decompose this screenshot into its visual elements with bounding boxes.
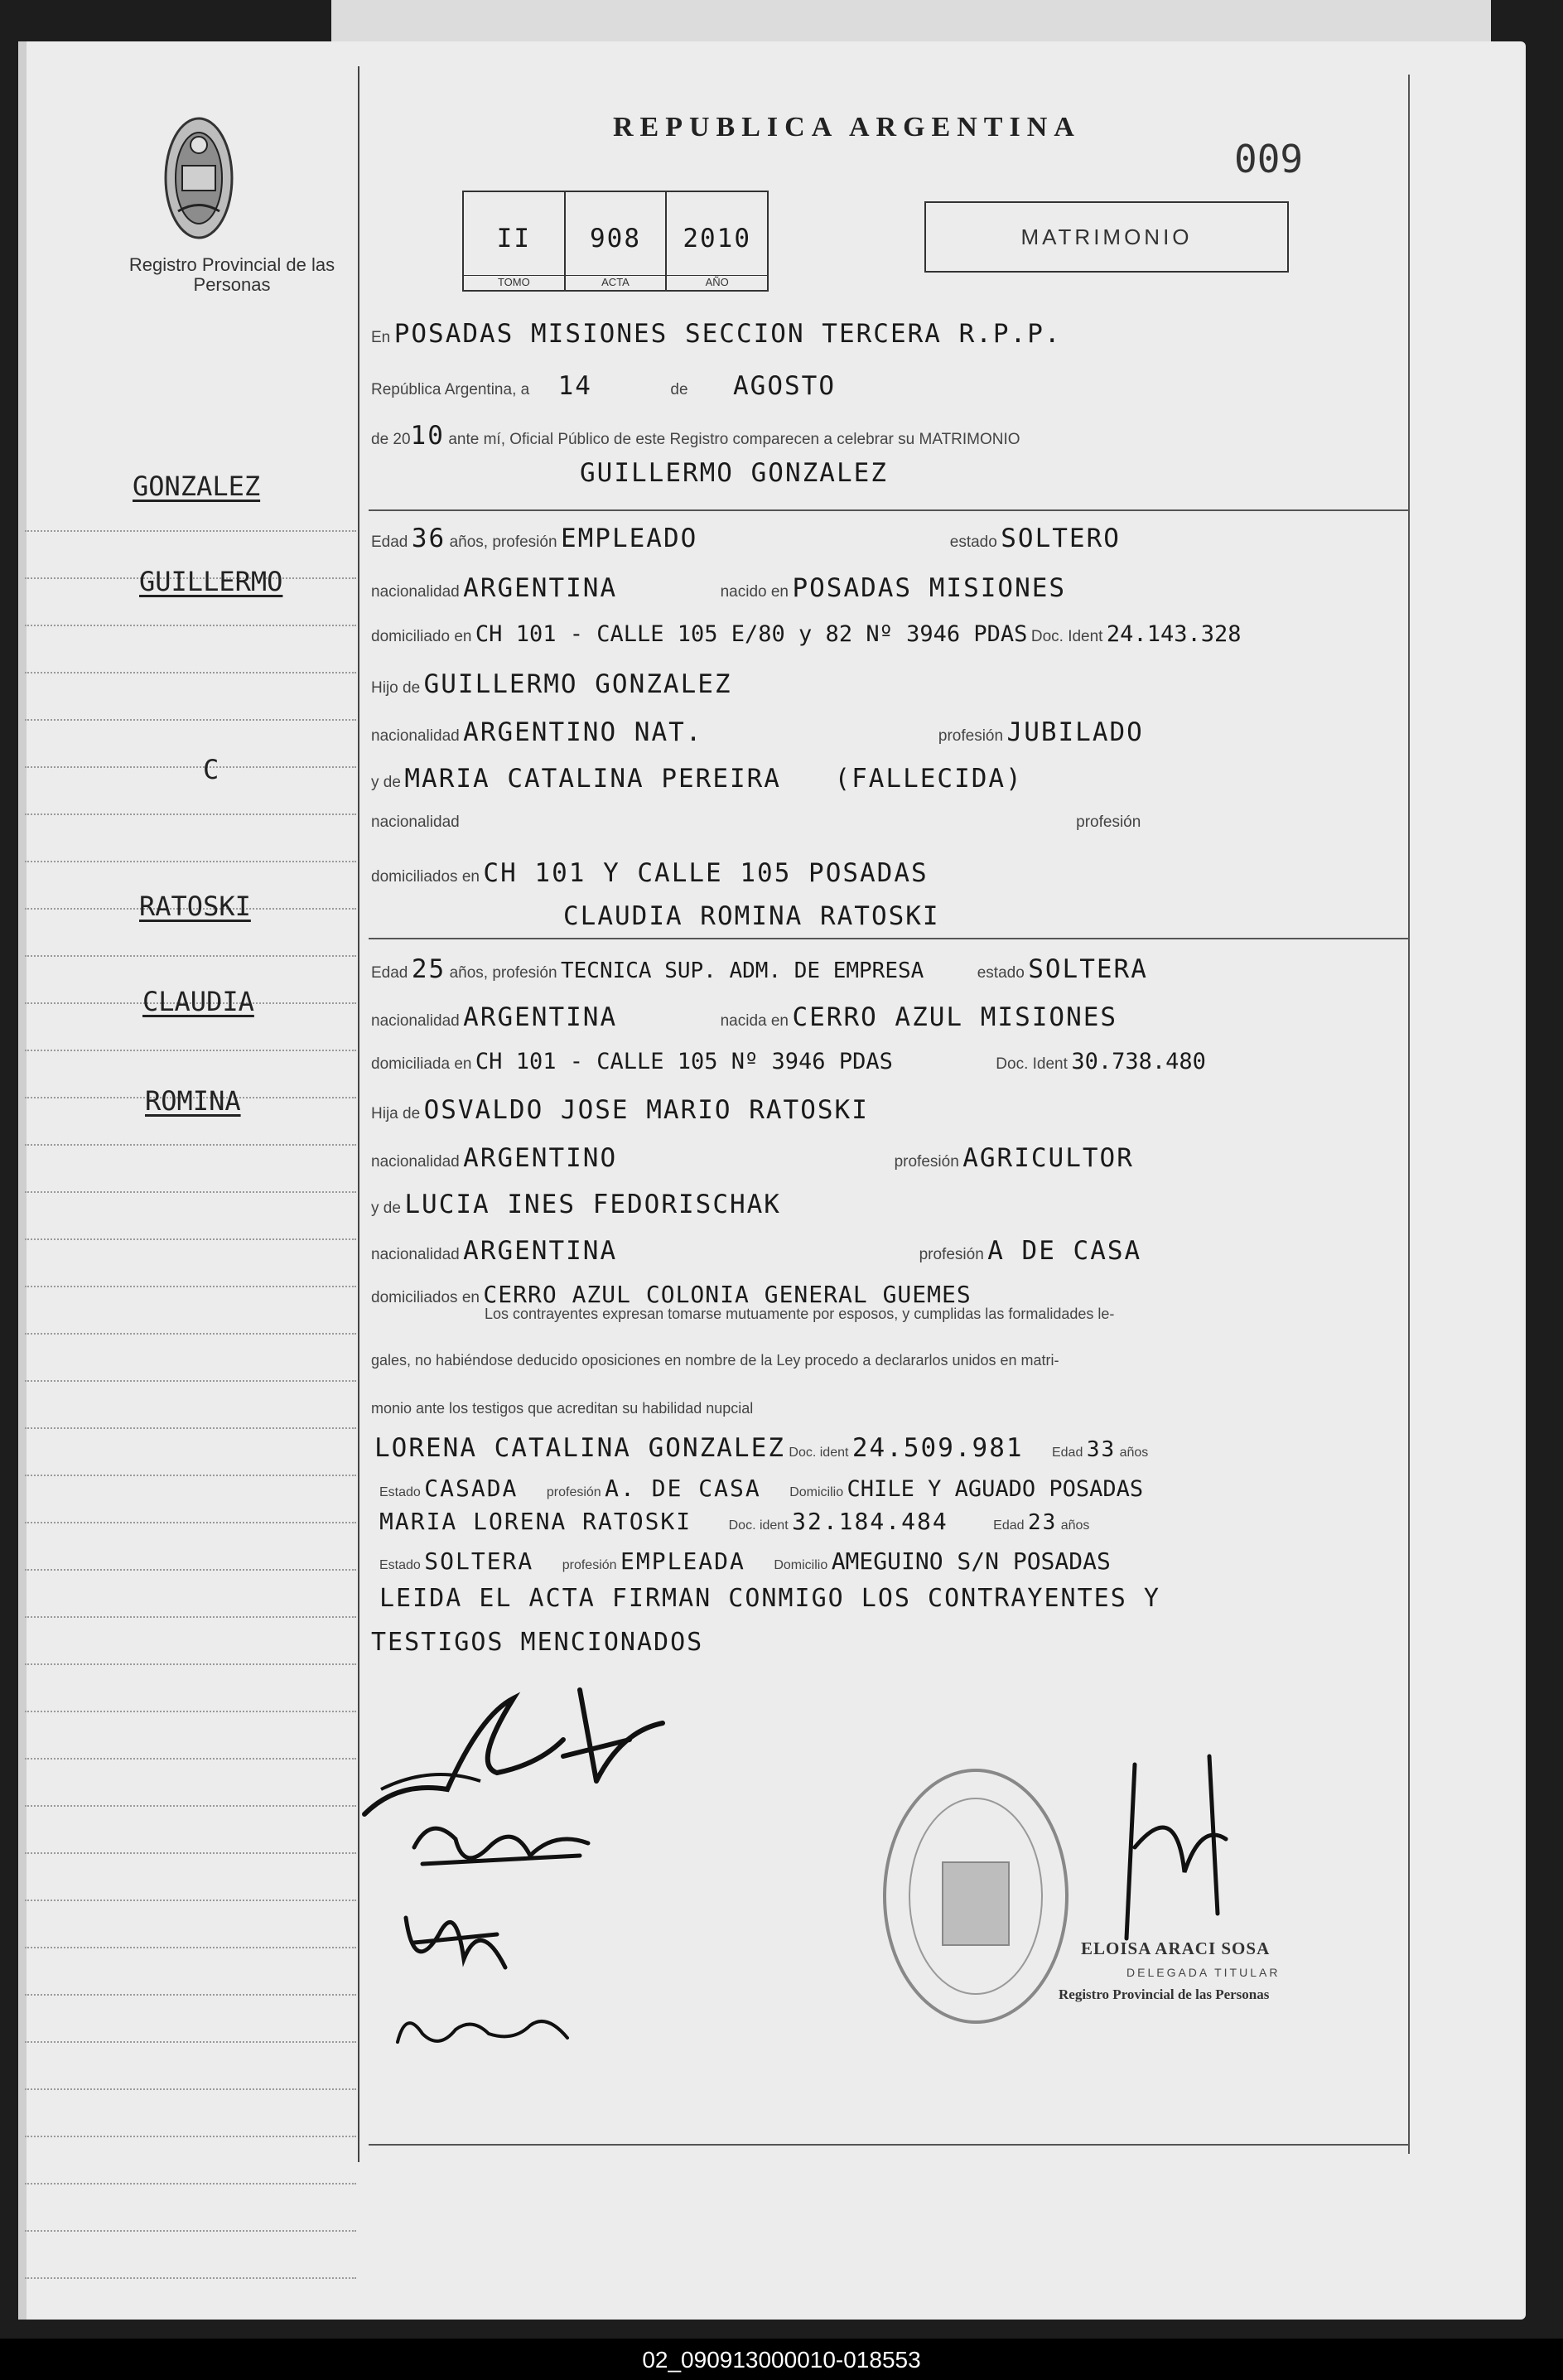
intro-line-place [371,319,1062,349]
file-caption: 02_090913000010-018553 [642,2347,921,2373]
margin-ruled-line [25,2183,356,2184]
groom-doms-label: domiciliados en [371,868,480,886]
anio-cell [667,192,767,290]
witness-1-name: LORENA CATALINA GONZALEZ [374,1433,785,1463]
margin-ruled-line [25,625,356,626]
groom-dom-label: domiciliado en [371,628,472,645]
witness-2-details-line [379,1547,1111,1575]
bride-dom-label: domiciliada en [371,1055,472,1073]
margin-ruled-line [25,1994,356,1996]
bride-father-nationality: ARGENTINO [463,1143,618,1173]
witness-2-dom-label: Domicilio [774,1558,828,1572]
groom-civil-status: SOLTERO [1001,524,1121,553]
bride-signature [398,1798,605,1889]
bride-profession: TECNICA SUP. ADM. DE EMPRESA [560,958,924,983]
groom-nat-label: nacionalidad [371,583,460,601]
tomo-value: II [496,224,531,253]
bride-nat-label: nacionalidad [371,1012,460,1030]
margin-ruled-line [25,530,356,532]
groom-nationality-line [371,573,1066,603]
witness-2-status-label: Estado [379,1558,421,1572]
bride-doc: 30.738.480 [1071,1049,1206,1074]
intro-line-date [371,371,836,401]
margin-ruled-line [25,1238,356,1240]
bride-father-nat-label: nacionalidad [371,1153,460,1171]
witness-2-doc-label: Doc. ident [728,1518,789,1533]
groom-mother-note: (FALLECIDA) [834,764,1023,794]
groom-nationality: ARGENTINA [463,573,618,603]
year-post-text: ante mí, Oficial Público de este Registro comparecen a celebrar su MATRIMONIO [448,431,1020,448]
margin-given-name-2a: CLAUDIA [142,986,254,1017]
officer-role: DELEGADA TITULAR [1126,1966,1281,1979]
page-number: 009 [1234,137,1304,181]
witness-2-status: SOLTERA [424,1547,534,1575]
margin-ruled-line [25,1852,356,1854]
bride-status-label: estado [977,964,1025,982]
closing-line-1: LEIDA EL ACTA FIRMAN CONMIGO LOS CONTRAYENTES Y [379,1584,1160,1613]
margin-ruled-line [25,1286,356,1287]
witness-2-age-label: Edad [993,1518,1025,1533]
margin-ruled-line [25,1333,356,1335]
groom-father-nat-label: nacionalidad [371,727,460,745]
provincial-crest [162,112,236,244]
bride-mother-line [371,1190,781,1219]
groom-address-line [371,621,1241,647]
margin-ruled-line [25,1427,356,1429]
groom-parents-address: CH 101 Y CALLE 105 POSADAS [483,858,929,888]
bride-father-line [371,1095,869,1125]
officer-registry: Registro Provincial de las Personas [1059,1987,1270,2002]
bride-father-nat-line [371,1143,1134,1173]
year-suffix: 10 [410,421,445,451]
margin-ruled-line [25,1569,356,1571]
groom-address: CH 101 - CALLE 105 E/80 y 82 Nº 3946 PDAS [475,621,1028,647]
margin-surname-1: GONZALEZ [133,471,261,502]
groom-status-label: estado [949,533,997,551]
witness-1-age: 33 [1086,1437,1117,1462]
witness-2-age: 23 [1027,1510,1058,1535]
margin-ruled-line [25,2230,356,2232]
republic-label: República Argentina, a [371,381,530,398]
margin-ruled-line [25,813,356,815]
acta-label: ACTA [566,275,666,288]
groom-mother-nat-line [371,813,1141,832]
bride-mother: LUCIA INES FEDORISCHAK [404,1190,781,1219]
statement-line-2: gales, no habiéndose deducido oposiciones en nombre de la Ley procedo a declararlos unidos en matri- [371,1352,1059,1369]
groom-father-line [371,669,732,699]
groom-hijo-label: Hijo de [371,679,421,697]
witness-2-prof-label: profesión [562,1558,617,1572]
witness-1-prof-label: profesión [546,1485,601,1499]
groom-doc-label: Doc. Ident [1030,628,1103,645]
groom-mother-nat-label: nacionalidad [371,813,460,831]
tomo-label: TOMO [464,275,564,288]
bride-born-label: nacida en [720,1012,789,1030]
bride-age: 25 [411,954,446,984]
margin-ruled-line [25,2088,356,2090]
groom-birthplace: POSADAS MISIONES [792,573,1067,603]
page-binding-edge [18,41,27,2320]
witness-1-details-line [379,1475,1143,1502]
bride-mother-nat-line [371,1236,1141,1266]
witness-1-doc-label: Doc. ident [789,1446,849,1460]
groom-name-header: GUILLERMO GONZALEZ [580,458,888,488]
margin-ruled-line [25,1900,356,1901]
margin-ruled-line [25,1947,356,1948]
witness-2-anos-label: años [1060,1518,1090,1533]
margin-ruled-line [25,1475,356,1476]
bride-father-profession: AGRICULTOR [962,1143,1134,1173]
margin-ruled-line [25,766,356,768]
intro-line-year [371,421,1020,451]
bride-father-prof-label: profesión [894,1153,959,1171]
bride-nationality: ARGENTINA [463,1002,618,1032]
bride-mother-profession: A DE CASA [987,1236,1142,1266]
anio-value: 2010 [683,224,751,253]
officer-name: ELOISA ARACI SOSA [1081,1938,1271,1958]
groom-profession: EMPLEADO [560,524,698,553]
margin-ruled-line [25,1663,356,1665]
official-stamp-seal [880,1763,1072,2030]
witness-1-status: CASADA [424,1475,519,1502]
de-label: de [670,381,688,398]
witness-1-dom-label: Domicilio [789,1485,844,1499]
margin-ruled-line [25,1522,356,1523]
bride-mother-prof-label: profesión [919,1246,984,1263]
bride-address: CH 101 - CALLE 105 Nº 3946 PDAS [475,1049,893,1074]
bride-nationality-line [371,1002,1117,1032]
margin-given-name-2b: ROMINA [145,1085,241,1117]
margin-connector: C [203,754,219,785]
anio-label: AÑO [667,275,767,288]
witness-1-name-line [374,1433,1148,1463]
bride-mother-nationality: ARGENTINA [463,1236,618,1266]
country-title: REPUBLICA ARGENTINA [613,112,1081,142]
groom-father-prof-label: profesión [938,727,1004,745]
margin-ruled-line [25,1616,356,1618]
margin-ruled-line [25,2041,356,2043]
statement-line-3: monio ante los testigos que acreditan su habilidad nupcial [371,1400,754,1417]
witness-2-address: AMEGUINO S/N POSADAS [831,1547,1111,1575]
groom-father: GUILLERMO GONZALEZ [423,669,732,699]
registry-name: Registro Provincial de las Personas [128,254,335,295]
margin-ruled-line [25,1050,356,1051]
closing-line-2: TESTIGOS MENCIONADOS [371,1628,704,1657]
form-right-border [1408,75,1410,2154]
act-type-box: MATRIMONIO [924,201,1289,273]
margin-ruled-line [25,1758,356,1760]
margin-ruled-line [25,861,356,862]
witness-1-address: CHILE Y AGUADO POSADAS [847,1476,1144,1502]
witness-2-profession: EMPLEADA [620,1547,745,1575]
witness-2-name-line [379,1508,1089,1535]
registration-month: AGOSTO [733,371,836,401]
section-separator-groom [369,509,1408,511]
tomo-cell [464,192,566,290]
margin-ruled-line [25,672,356,673]
bride-parents-address-line [371,1281,972,1308]
bride-address-line [371,1049,1206,1074]
bride-birthplace: CERRO AZUL MISIONES [792,1002,1118,1032]
registration-place: POSADAS MISIONES SECCION TERCERA R.P.P. [393,319,1062,349]
en-label: En [371,329,391,346]
witness-2-name: MARIA LORENA RATOSKI [379,1508,692,1535]
witness-2-doc: 32.184.484 [792,1508,948,1535]
witness-1-signature [389,1885,514,1992]
bride-prof-label: años, profesión [449,964,557,982]
margin-ruled-line [25,1380,356,1382]
bride-yde-label: y de [371,1200,401,1217]
acta-cell [566,192,668,290]
groom-father-nationality: ARGENTINO NAT. [463,717,703,747]
bride-hija-label: Hija de [371,1105,421,1122]
bride-father: OSVALDO JOSE MARIO RATOSKI [423,1095,869,1125]
groom-doc: 24.143.328 [1106,621,1242,647]
margin-ruled-line [25,955,356,957]
witness-1-age-label: Edad [1051,1446,1083,1460]
statement-line-1: Los contrayentes expresan tomarse mutuamente por esposos, y cumplidas las formalidades le- [485,1306,1115,1322]
bride-civil-status: SOLTERA [1028,954,1148,984]
groom-mother: MARIA CATALINA PEREIRA [404,764,781,794]
bride-mother-nat-label: nacionalidad [371,1246,460,1263]
witness-1-profession: A. DE CASA [605,1475,761,1502]
bride-doms-label: domiciliados en [371,1289,480,1306]
groom-mother-prof-label: profesión [1076,813,1141,831]
groom-father-profession: JUBILADO [1006,717,1144,747]
witness-1-doc: 24.509.981 [851,1433,1024,1463]
registration-day: 14 [557,371,592,401]
margin-given-name-1: GUILLERMO [139,566,283,597]
groom-father-nat-line [371,717,1144,747]
section-separator-bride [369,938,1408,939]
groom-yde-label: y de [371,774,401,791]
officer-signature [1110,1748,1242,1955]
bride-parents-address: CERRO AZUL COLONIA GENERAL GUEMES [483,1281,972,1308]
registry-number-box [462,191,769,292]
witness-2-signature [389,1992,580,2059]
margin-ruled-line [25,1805,356,1807]
margin-ruled-line [25,1144,356,1146]
witness-1-status-label: Estado [379,1485,421,1499]
year-prefix: de 20 [371,431,411,448]
groom-age-line [371,524,1398,553]
groom-age-label: Edad [371,533,408,551]
margin-ruled-line [25,2277,356,2279]
groom-prof-label: años, profesión [449,533,557,551]
margin-surname-2: RATOSKI [139,891,251,922]
margin-rule [358,66,359,2162]
bride-name-header: CLAUDIA ROMINA RATOSKI [563,901,940,931]
form-bottom-border [369,2144,1408,2146]
margin-ruled-line [25,719,356,721]
margin-ruled-line [25,2136,356,2137]
bride-doc-label: Doc. Ident [996,1055,1068,1073]
acta-value: 908 [590,224,641,253]
margin-ruled-line [25,1711,356,1712]
bride-age-label: Edad [371,964,408,982]
groom-mother-line [371,764,1023,794]
groom-age: 36 [411,524,446,553]
margin-ruled-line [25,1191,356,1193]
groom-parents-address-line [371,858,929,888]
bride-age-line [371,954,1148,984]
groom-born-label: nacido en [720,583,789,601]
witness-1-anos-label: años [1119,1446,1149,1460]
